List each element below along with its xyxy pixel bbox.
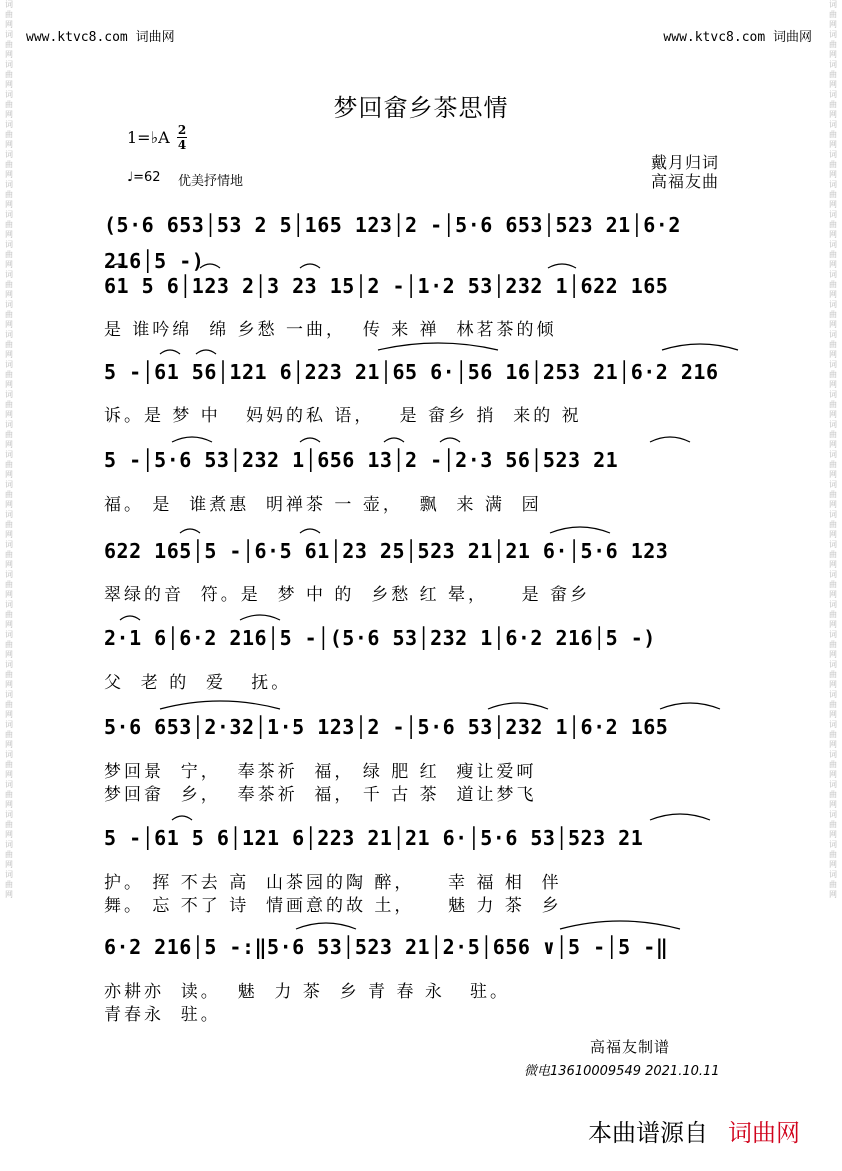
lyric-row-6-verse-1: 父 老 的 爱 抚。 <box>104 673 292 693</box>
lyric-row-2-verse-1: 是 谁吟绵 绵 乡愁 一曲， 传 来 禅 林茗茶的倾 <box>104 320 557 340</box>
slur-mark <box>172 816 192 820</box>
notation-row-5: 622 165│5 -│6·5 61│23 25│523 21│21 6·│5·6 123 <box>104 539 669 563</box>
slur-mark <box>160 701 280 709</box>
notation-row-6: 2·1 6│6·2 216│5 -│(5·6 53│232 1│6·2 216│5 -) <box>104 626 656 650</box>
lyric-row-4-verse-1: 福。 是 谁煮惠 明禅茶 一 壶， 飘 来 满 园 <box>104 495 542 515</box>
slur-mark <box>180 529 200 533</box>
key-signature: 1=♭A <box>127 128 170 147</box>
source-site-link[interactable]: 词曲网 <box>728 1119 800 1147</box>
slur-mark <box>548 264 576 268</box>
notation-row-8: 5 -│61 5 6│121 6│223 21│21 6·│5·6 53│523 21 <box>104 826 644 850</box>
notation-row-4: 5 -│5·6 53│232 1│656 13│2 -│2·3 56│523 21 <box>104 448 619 472</box>
slur-mark <box>196 350 216 354</box>
notation-row-1: (5·6 653│53 2 5│165 123│2 -│5·6 653│523 21│6·2 216│5 -) <box>104 213 681 273</box>
slur-mark <box>172 437 212 442</box>
lyric-row-5-verse-1: 翠绿的音 符。是 梦 中 的 乡愁 红 晕， 是 畲乡 <box>104 585 591 605</box>
lyric-row-9-verse-1: 亦耕亦 读。 魅 力 茶 乡 青 春 永 驻。 <box>104 982 511 1002</box>
lyric-row-8-verse-1: 护。 挥 不去 高 山茶园的陶 醉， 幸 福 相 伴 <box>104 873 562 893</box>
side-watermark-left: 词曲网词曲网词曲网词曲网词曲网词曲网词曲网词曲网词曲网词曲网词曲网词曲网词曲网词曲网词曲网词曲网词曲网词曲网词曲网词曲网词曲网词曲网词曲网词曲网词曲网词曲网词曲网词曲网词曲网词曲网 <box>5 0 13 899</box>
header-site-left[interactable]: www.ktvc8.com 词曲网 <box>26 30 175 45</box>
slur-mark <box>488 703 548 709</box>
slur-mark <box>300 438 320 442</box>
slur-mark <box>660 703 720 709</box>
expression-marking: 优美抒情地 <box>178 174 244 189</box>
lyric-row-7-verse-1: 梦回景 宁， 奉茶祈 福， 绿 肥 红 瘦让爱呵 <box>104 762 537 782</box>
time-numerator: 2 <box>177 123 187 137</box>
lyric-row-7-verse-2: 梦回畲 乡， 奉茶祈 福， 千 古 茶 道让梦飞 <box>104 785 537 805</box>
composer-credit: 高福友曲 <box>651 172 720 191</box>
maker-credit: 高福友制谱 <box>590 1038 671 1056</box>
tempo-marking: ♩=62 <box>127 170 161 185</box>
slur-mark <box>240 615 280 620</box>
notation-row-3: 5 -│61 56│121 6│223 21│65 6·│56 16│253 21│6·2 216 <box>104 360 719 384</box>
slur-mark <box>200 264 220 268</box>
slur-mark <box>650 814 710 820</box>
source-prefix: 本曲谱源自 <box>588 1119 708 1147</box>
lyric-row-9-verse-2: 青春永 驻。 <box>104 1005 221 1025</box>
slur-mark <box>160 350 180 354</box>
maker-contact: 微电13610009549 2021.10.11 <box>524 1064 720 1079</box>
slur-mark <box>662 344 738 350</box>
slur-mark <box>300 529 320 533</box>
slur-mark <box>440 438 460 442</box>
notation-row-9: 6·2 216│5 -:‖5·6 53│523 21│2·5│656 ∨│5 -│5 -‖ <box>104 935 669 959</box>
slur-mark <box>110 264 126 268</box>
lyricist-credit: 戴月归词 <box>651 153 720 172</box>
slur-mark <box>120 616 140 620</box>
time-denominator: 4 <box>177 138 187 152</box>
lyric-row-3-verse-1: 诉。是 梦 中 妈妈的私 语， 是 畲乡 捎 来的 祝 <box>104 406 582 426</box>
slur-mark <box>550 527 610 533</box>
slur-mark <box>560 921 680 929</box>
slur-mark <box>384 438 404 442</box>
song-title: 梦回畲乡茶思情 <box>333 94 509 122</box>
notation-row-2: 61 5 6│123 2│3 23 15│2 -│1·2 53│232 1│622 165 <box>104 274 669 298</box>
header-site-right[interactable]: www.ktvc8.com 词曲网 <box>663 30 812 45</box>
side-watermark-right: 词曲网词曲网词曲网词曲网词曲网词曲网词曲网词曲网词曲网词曲网词曲网词曲网词曲网词曲网词曲网词曲网词曲网词曲网词曲网词曲网词曲网词曲网词曲网词曲网词曲网词曲网词曲网词曲网词曲网词曲网 <box>829 0 837 899</box>
slur-mark <box>378 343 498 350</box>
lyric-row-8-verse-2: 舞。 忘 不了 诗 情画意的故 土， 魅 力 茶 乡 <box>104 896 562 916</box>
slur-mark <box>650 437 690 442</box>
slur-mark <box>300 264 320 268</box>
notation-row-7: 5·6 653│2·32│1·5 123│2 -│5·6 53│232 1│6·2 165 <box>104 715 669 739</box>
slur-mark <box>296 923 356 929</box>
